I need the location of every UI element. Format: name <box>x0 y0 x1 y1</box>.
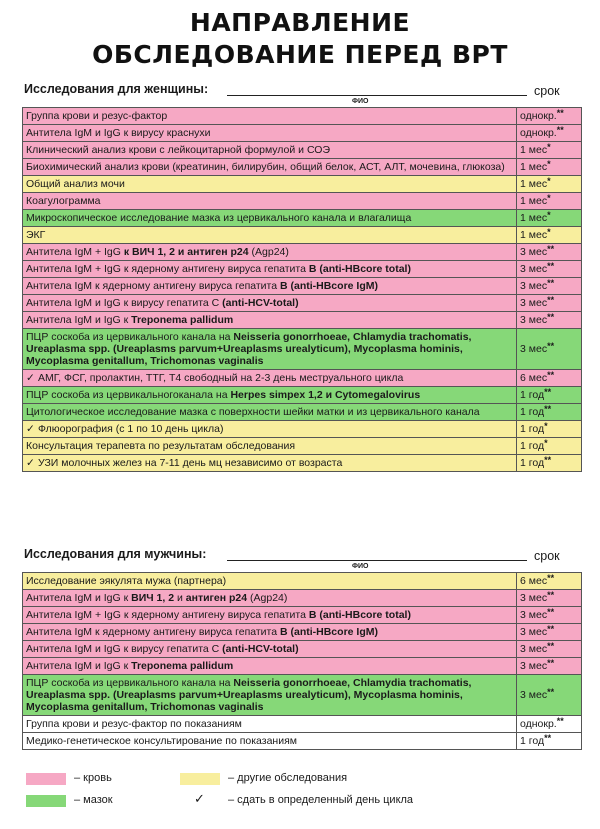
legend-smear-label: – мазок <box>74 794 113 806</box>
men-section-header <box>22 547 582 575</box>
women-test-row <box>23 278 582 295</box>
term-value: 6 мес <box>520 575 548 587</box>
test-name-text: Антитела IgM и IgG к <box>26 592 132 604</box>
test-name-text: (anti-HCV-total) <box>222 297 299 309</box>
legend-blood-label: – кровь <box>74 772 112 784</box>
legend <box>22 769 582 819</box>
document-title-line-1: НАПРАВЛЕНИЕ <box>189 8 411 37</box>
term-value: 1 год <box>520 406 545 418</box>
document-title-line-2: ОБСЛЕДОВАНИЕ ПЕРЕД ВРТ <box>92 40 508 69</box>
term-value: однокр. <box>520 127 557 139</box>
term-cell <box>517 573 582 590</box>
term-footnote-mark: ** <box>547 244 555 254</box>
test-name-text: Антитела IgM + IgG <box>26 246 124 258</box>
women-test-row <box>23 404 582 421</box>
term-value: однокр. <box>520 718 557 730</box>
test-name-text: ВИЧ 1, 2 <box>131 592 175 604</box>
test-name-text: ЭКГ <box>26 229 46 241</box>
term-value: 3 мес <box>520 609 548 621</box>
checkmark-icon: ✓ <box>26 423 35 435</box>
women-test-row <box>23 329 582 370</box>
men-test-row <box>23 573 582 590</box>
term-footnote-mark: * <box>544 438 548 448</box>
term-cell <box>517 329 582 370</box>
test-name-text: ПЦР соскоба из цервикального канала на <box>26 331 234 343</box>
term-footnote-mark: ** <box>547 687 555 697</box>
test-name-cell <box>23 370 517 387</box>
term-cell <box>517 624 582 641</box>
women-test-row <box>23 455 582 472</box>
men-test-row <box>23 607 582 624</box>
term-cell <box>517 716 582 733</box>
term-footnote-mark: * <box>547 193 551 203</box>
legend-check-label: – сдать в определенный день цикла <box>228 794 414 806</box>
women-test-row <box>23 142 582 159</box>
term-value: 1 год <box>520 423 545 435</box>
term-cell <box>517 125 582 142</box>
test-name-text: Антитела IgM и IgG к <box>26 314 132 326</box>
term-value: 3 мес <box>520 343 548 355</box>
term-value: 1 мес <box>520 195 548 207</box>
test-name-text: B (anti-HBcore total) <box>308 263 411 275</box>
term-cell <box>517 227 582 244</box>
test-name-text: Антитела IgM и IgG к <box>26 660 132 672</box>
test-name-text: Группа крови и резус-фактор по показаниям <box>26 718 242 730</box>
test-name-cell <box>23 176 517 193</box>
women-test-row <box>23 312 582 329</box>
term-value: однокр. <box>520 110 557 122</box>
men-test-row <box>23 716 582 733</box>
term-footnote-mark: * <box>547 159 551 169</box>
term-footnote-mark: ** <box>547 624 555 634</box>
term-cell <box>517 210 582 227</box>
term-cell <box>517 261 582 278</box>
test-name-text: Группа крови и резус-фактор <box>26 110 168 122</box>
term-cell <box>517 733 582 750</box>
term-value: 3 мес <box>520 280 548 292</box>
test-name-cell <box>23 159 517 176</box>
test-name-text: Антитела IgM + IgG к ядерному антигену вируса гепатита <box>26 609 309 621</box>
legend-other-swatch <box>180 773 220 785</box>
term-value: 1 мес <box>520 178 548 190</box>
test-name-text: B (anti-HBcore total) <box>308 609 411 621</box>
term-footnote-mark: ** <box>547 607 555 617</box>
test-name-text: Антитела IgM + IgG к ядерному антигену вируса гепатита <box>26 263 309 275</box>
term-footnote-mark: ** <box>547 573 555 583</box>
test-name-text: Коагулограмма <box>26 195 101 207</box>
term-footnote-mark: ** <box>547 590 555 600</box>
test-name-text: Антитела IgM и IgG к вирусу гепатита С <box>26 643 223 655</box>
term-value: 3 мес <box>520 626 548 638</box>
men-tests-table <box>22 572 582 750</box>
men-test-row <box>23 675 582 716</box>
test-name-text: (Agp24) <box>247 592 288 604</box>
term-value: 1 мес <box>520 161 548 173</box>
women-test-row <box>23 176 582 193</box>
women-test-row <box>23 159 582 176</box>
term-cell <box>517 370 582 387</box>
term-value: 3 мес <box>520 314 548 326</box>
test-name-cell <box>23 108 517 125</box>
term-footnote-mark: ** <box>547 312 555 322</box>
test-name-cell <box>23 142 517 159</box>
term-footnote-mark: ** <box>556 716 564 726</box>
checkmark-icon: ✓ <box>26 372 35 384</box>
term-cell <box>517 404 582 421</box>
test-name-cell <box>23 261 517 278</box>
test-name-text: Herpes simpex 1,2 и Cytomegalovirus <box>230 389 421 401</box>
men-test-row <box>23 641 582 658</box>
test-name-cell <box>23 733 517 750</box>
test-name-cell <box>23 716 517 733</box>
term-value: 3 мес <box>520 660 548 672</box>
women-section-header <box>22 82 582 110</box>
test-name-cell <box>23 404 517 421</box>
term-footnote-mark: ** <box>544 387 552 397</box>
term-cell <box>517 641 582 658</box>
test-name-text: АМГ, ФСГ, пролактин, ТТГ, Т4 свободный на 2-3 день меструального цикла <box>38 372 404 384</box>
term-cell <box>517 176 582 193</box>
term-value: 3 мес <box>520 592 548 604</box>
test-name-text: Антитела IgM к ядерному антигену вируса гепатита <box>26 626 280 638</box>
test-name-cell <box>23 193 517 210</box>
women-tests-table <box>22 107 582 472</box>
term-value: 1 мес <box>520 212 548 224</box>
test-name-cell <box>23 421 517 438</box>
men-term-header: срок <box>534 549 560 563</box>
women-section-label: Исследования для женщины: <box>24 82 209 96</box>
term-cell <box>517 142 582 159</box>
test-name-text: УЗИ молочных желез на 7-11 день мц независимо от возраста <box>38 457 343 469</box>
term-cell <box>517 108 582 125</box>
legend-other-label: – другие обследования <box>228 772 348 784</box>
legend-smear-swatch <box>26 795 66 807</box>
women-test-row <box>23 438 582 455</box>
men-fio-caption: ФИО <box>352 563 369 570</box>
term-cell <box>517 658 582 675</box>
test-name-text: B (anti-HBcore IgM) <box>279 280 378 292</box>
test-name-text: Исследование эякулята мужа (партнера) <box>26 575 227 587</box>
women-test-row <box>23 261 582 278</box>
test-name-text: Neisseria gonorrhoeae, Chlamydia trachomatis, Ureaplasma spp. (Ureaplasms parvum+Ureaplasms urealyticum), Mycoplasma hominis, Mycoplasma genitallum, Trichomonas vaginalis <box>26 677 472 713</box>
test-name-text: (anti-HCV-total) <box>222 643 299 655</box>
test-name-text: ПЦР соскоба из цервикального канала на <box>26 677 234 689</box>
term-value: 1 год <box>520 440 545 452</box>
test-name-text: Общий анализ мочи <box>26 178 125 190</box>
term-value: 1 мес <box>520 229 548 241</box>
test-name-text: (Agp24) <box>248 246 289 258</box>
test-name-cell <box>23 658 517 675</box>
term-value: 3 мес <box>520 263 548 275</box>
test-name-cell <box>23 244 517 261</box>
test-name-cell <box>23 438 517 455</box>
test-name-cell <box>23 455 517 472</box>
term-value: 1 год <box>520 389 545 401</box>
women-test-row <box>23 210 582 227</box>
term-footnote-mark: ** <box>544 733 552 743</box>
test-name-text: Антитела IgM к ядерному антигену вируса гепатита <box>26 280 280 292</box>
test-name-cell <box>23 312 517 329</box>
term-value: 3 мес <box>520 689 548 701</box>
term-cell <box>517 421 582 438</box>
test-name-cell <box>23 387 517 404</box>
women-test-row <box>23 370 582 387</box>
test-name-cell <box>23 295 517 312</box>
test-name-text: Биохимический анализ крови (креатинин, билирубин, общий белок, АСТ, АЛТ, мочевина, глюкоза) <box>26 161 505 173</box>
women-test-row <box>23 244 582 261</box>
test-name-text: B (anti-HBcore IgM) <box>279 626 378 638</box>
test-name-text: Клинический анализ крови с лейкоцитарной формулой и СОЭ <box>26 144 331 156</box>
term-footnote-mark: ** <box>547 261 555 271</box>
legend-blood-swatch <box>26 773 66 785</box>
test-name-cell <box>23 125 517 142</box>
women-name-line[interactable] <box>227 95 527 96</box>
term-footnote-mark: * <box>544 421 548 431</box>
term-footnote-mark: ** <box>547 295 555 305</box>
term-cell <box>517 438 582 455</box>
test-name-text: Цитологическое исследование мазка с поверхности шейки матки и из цервикального канала <box>26 406 480 418</box>
women-test-row <box>23 125 582 142</box>
women-fio-caption: ФИО <box>352 98 369 105</box>
test-name-text: Консультация терапевта по результатам обследования <box>26 440 296 452</box>
test-name-text: Treponema pallidum <box>131 660 234 672</box>
term-value: 1 год <box>520 457 545 469</box>
men-test-row <box>23 624 582 641</box>
term-cell <box>517 607 582 624</box>
term-value: 6 мес <box>520 372 548 384</box>
term-value: 1 год <box>520 735 545 747</box>
checkmark-icon: ✓ <box>26 457 35 469</box>
test-name-text: Антитела IgM и IgG к вирусу краснухи <box>26 127 211 139</box>
test-name-cell <box>23 227 517 244</box>
men-section-label: Исследования для мужчины: <box>24 547 207 561</box>
men-test-row <box>23 590 582 607</box>
men-test-row <box>23 733 582 750</box>
test-name-text: Микроскопическое исследование мазка из цервикального канала и влагалища <box>26 212 412 224</box>
test-name-cell <box>23 329 517 370</box>
term-cell <box>517 455 582 472</box>
men-name-line[interactable] <box>227 560 527 561</box>
term-cell <box>517 312 582 329</box>
term-cell <box>517 387 582 404</box>
women-term-header: срок <box>534 84 560 98</box>
test-name-cell <box>23 675 517 716</box>
test-name-text: Медико-генетическое консультирование по показаниям <box>26 735 297 747</box>
men-test-row <box>23 658 582 675</box>
test-name-cell <box>23 278 517 295</box>
test-name-cell <box>23 607 517 624</box>
test-name-text: Neisseria gonorrhoeae, Chlamydia trachomatis, Ureaplasma spp. (Ureaplasms parvum+Ureaplasms urealyticum), Mycoplasma hominis, Mycoplasma genitallum, Trichomonas vaginalis <box>26 331 472 367</box>
term-cell <box>517 193 582 210</box>
term-footnote-mark: ** <box>544 404 552 414</box>
term-footnote-mark: ** <box>547 658 555 668</box>
women-test-row <box>23 421 582 438</box>
women-test-row <box>23 193 582 210</box>
test-name-cell <box>23 590 517 607</box>
term-cell <box>517 244 582 261</box>
women-test-row <box>23 295 582 312</box>
legend-check-icon: ✓ <box>194 791 205 806</box>
term-footnote-mark: * <box>547 210 551 220</box>
term-value: 1 мес <box>520 144 548 156</box>
test-name-text: антиген p24 <box>185 592 248 604</box>
test-name-cell <box>23 624 517 641</box>
term-value: 3 мес <box>520 297 548 309</box>
test-name-text: ПЦР соскоба из цервикальногоканала на <box>26 389 231 401</box>
women-test-row <box>23 108 582 125</box>
term-footnote-mark: ** <box>544 455 552 465</box>
test-name-text: к ВИЧ 1, 2 и антиген p24 <box>123 246 249 258</box>
term-footnote-mark: * <box>547 176 551 186</box>
test-name-text: Treponema pallidum <box>131 314 234 326</box>
term-footnote-mark: ** <box>547 370 555 380</box>
women-test-row <box>23 387 582 404</box>
term-footnote-mark: ** <box>556 125 564 135</box>
term-footnote-mark: ** <box>547 341 555 351</box>
term-footnote-mark: ** <box>547 278 555 288</box>
test-name-text: Антитела IgM и IgG к вирусу гепатита С <box>26 297 223 309</box>
term-cell <box>517 590 582 607</box>
term-footnote-mark: ** <box>556 108 564 118</box>
term-footnote-mark: ** <box>547 641 555 651</box>
term-footnote-mark: * <box>547 142 551 152</box>
test-name-cell <box>23 210 517 227</box>
term-cell <box>517 159 582 176</box>
term-value: 3 мес <box>520 643 548 655</box>
term-footnote-mark: * <box>547 227 551 237</box>
term-cell <box>517 295 582 312</box>
test-name-cell <box>23 573 517 590</box>
term-cell <box>517 278 582 295</box>
term-value: 3 мес <box>520 246 548 258</box>
test-name-cell <box>23 641 517 658</box>
test-name-text: Флюорография (с 1 по 10 день цикла) <box>38 423 224 435</box>
term-cell <box>517 675 582 716</box>
women-test-row <box>23 227 582 244</box>
test-name-text: и <box>174 592 186 604</box>
